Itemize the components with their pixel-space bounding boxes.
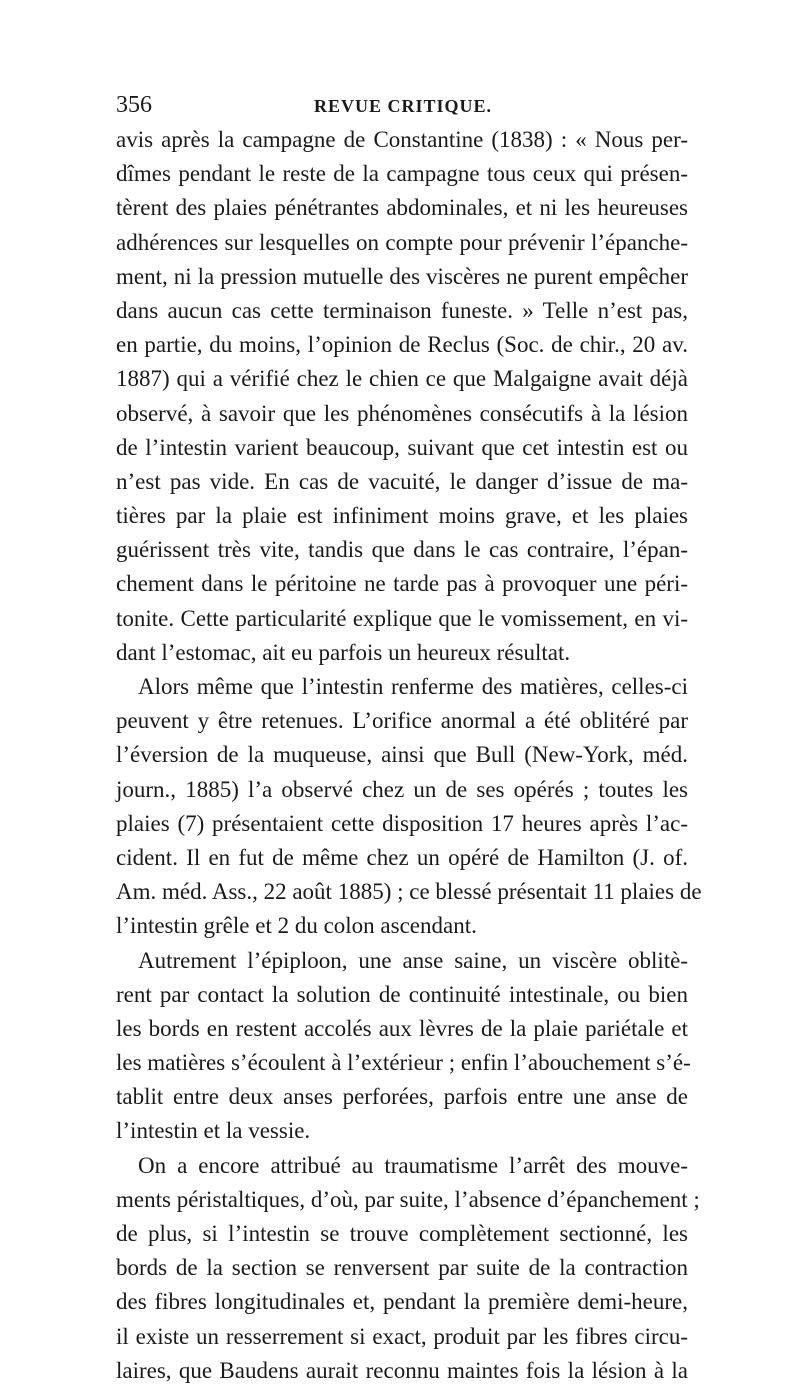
text-line: cident. Il en fut de même chez un opéré de Hamilton (J. of. — [116, 844, 688, 870]
text-line: plaies (7) présentaient cette disposition 17 heures après l’ac- — [116, 810, 688, 836]
text-line: bords de la section se renversent par suite de la contraction — [116, 1255, 688, 1281]
text-line: les bords en restent accolés aux lèvres de la plaie pariétale et — [116, 1015, 688, 1041]
text-line: laires, que Baudens aurait reconnu maintes fois la lésion à la — [116, 1357, 688, 1383]
text-line: l’éversion de la muqueuse, ainsi que Bull (New-York, méd. — [116, 742, 688, 768]
body-text — [116, 123, 702, 1388]
text-line: ments péristaltiques, d’où, par suite, l’absence d’épanchement ; — [116, 1186, 700, 1212]
text-line: dant l’estomac, ait eu parfois un heureux résultat. — [116, 639, 571, 665]
text-line: il existe un resserrement si exact, produit par les fibres circu- — [116, 1323, 688, 1349]
text-line: avis après la campagne de Constantine (1838) : « Nous per- — [116, 127, 688, 152]
text-line: Alors même que l’intestin renferme des matières, celles-ci — [138, 674, 688, 699]
text-line: de plus, si l’intestin se trouve complètement sectionné, les — [116, 1221, 688, 1246]
text-line: Autrement l’épiploon, une anse saine, un viscère oblitè- — [138, 947, 688, 973]
text-line: journ., 1885) l’a observé chez un de ses opérés ; toutes les — [116, 776, 688, 802]
text-line: des fibres longitudinales et, pendant la première demi-heure, — [116, 1289, 688, 1315]
text-line: peuvent y être retenues. L’orifice anormal a été oblitéré par — [116, 708, 688, 734]
running-head — [116, 92, 688, 122]
text-line: de l’intestin varient beaucoup, suivant que cet intestin est ou — [116, 434, 688, 460]
text-line: tèrent des plaies pénétrantes abdominales, et ni les heureuses — [116, 195, 688, 221]
text-line: chement dans le péritoine ne tarde pas à provoquer une péri- — [116, 571, 688, 597]
running-title: REVUE CRITIQUE. — [314, 96, 493, 116]
paragraph — [116, 123, 688, 670]
text-line: rent par contact la solution de continuité intestinale, ou bien — [116, 981, 688, 1007]
text-line: observé, à savoir que les phénomènes consécutifs à la lésion — [116, 400, 688, 426]
paragraph — [116, 670, 702, 944]
text-line: les matières s’écoulent à l’extérieur ; enfin l’abouchement s’é- — [116, 1050, 691, 1076]
paragraph — [116, 944, 691, 1149]
page-number: 356 — [116, 92, 152, 118]
text-line: tières par la plaie est infiniment moins grave, et les plaies — [116, 503, 688, 529]
text-line: tablit entre deux anses perforées, parfois entre une anse de — [116, 1084, 688, 1110]
text-line: l’intestin et la vessie. — [116, 1118, 311, 1144]
text-line: guérissent très vite, tandis que dans le cas contraire, l’épan- — [116, 537, 688, 563]
text-line: On a encore attribué au traumatisme l’arrêt des mouve- — [138, 1152, 688, 1178]
text-line: adhérences sur lesquelles on compte pour prévenir l’épanche- — [116, 229, 688, 255]
text-line: 1887) qui a vérifié chez le chien ce que Malgaigne avait déjà — [116, 366, 688, 392]
text-line: tonite. Cette particularité explique que le vomissement, en vi- — [116, 605, 688, 631]
text-line: Am. méd. Ass., 22 août 1885) ; ce blessé présentait 11 plaies de — [116, 879, 702, 905]
text-line: l’intestin grêle et 2 du colon ascendant. — [116, 913, 477, 939]
paragraph — [116, 1149, 700, 1388]
text-line: en partie, du moins, l’opinion de Reclus (Soc. de chir., 20 av. — [116, 332, 688, 358]
text-line: n’est pas vide. En cas de vacuité, le danger d’issue de ma- — [116, 468, 688, 494]
text-line: ment, ni la pression mutuelle des viscères ne purent empêcher — [116, 263, 688, 289]
text-line: dans aucun cas cette terminaison funeste. » Telle n’est pas, — [116, 297, 688, 323]
text-line: dîmes pendant le reste de la campagne tous ceux qui présen- — [116, 161, 688, 187]
